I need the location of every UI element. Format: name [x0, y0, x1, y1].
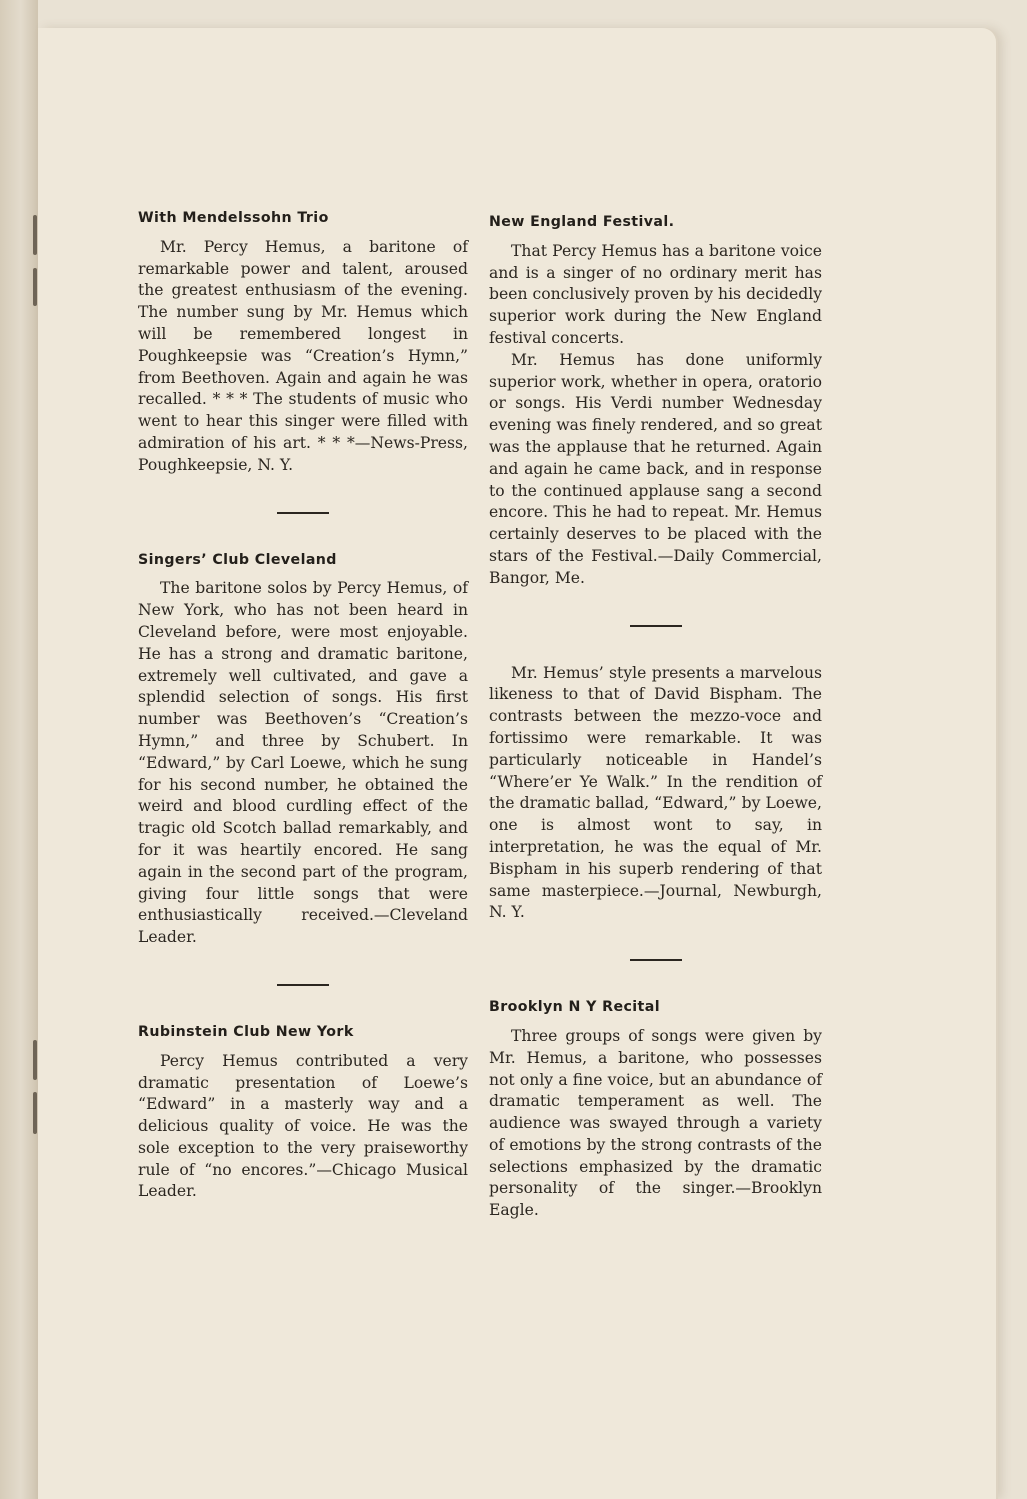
section-heading: New England Festival. [489, 214, 675, 230]
section-divider [630, 625, 682, 627]
review-section [138, 1022, 468, 1203]
section-divider [630, 959, 682, 961]
section-heading: With Mendelssohn Trio [138, 210, 329, 226]
review-section [138, 550, 468, 949]
review-paragraph: Percy Hemus contributed a very dramatic presentation of Loewe’s “Edward” in a masterly way and a delicious quality of voice. He was the sole exception to the very praiseworthy rule of “no encores.”—Chicago Musical Leader. [138, 1051, 468, 1201]
review-section [489, 212, 822, 590]
review-section [138, 208, 468, 477]
left-column [138, 208, 468, 1203]
section-divider [277, 984, 329, 986]
review-paragraph: Mr. Percy Hemus, a baritone of remarkable power and talent, aroused the greatest enthusiasm of the evening. The number sung by Mr. Hemus which will be remembered longest in Poughkeepsie was “Creation’s Hymn,” from Beethoven. Again and again he was recalled. * * * The students of music who went to hear this singer were filled with admiration of his art. * * *—News-Press, Poughkeepsie, N. Y. [138, 237, 468, 474]
section-heading: Singers’ Club Cleveland [138, 551, 337, 568]
review-paragraph: The baritone solos by Percy Hemus, of New York, who has not been heard in Cleveland before, were most enjoyable. He has a strong and dramatic baritone, extremely well cultivated, and gave a splendid selection of songs. His first number was Beethoven’s “Creation’s Hymn,” and three by Schubert. In “Edward,” by Carl Loewe, which he sung for his second number, he obtained the weird and blood curdling effect of the tragic old Scotch ballad remarkably, and for it was heartily encored. He sang again in the second part of the program, giving four little songs that were enthusiastically received.—Cleveland Leader. [138, 579, 468, 947]
review-section [489, 663, 822, 925]
section-divider [277, 512, 329, 514]
review-paragraph: Three groups of songs were given by Mr. Hemus, a baritone, who possesses not only a fine voice, but an abundance of dramatic temperament as well. The audience was swayed through a variety of emotions by the strong contrasts of the selections emphasized by the dramatic personality of the singer.—Brooklyn Eagle. [489, 1026, 822, 1220]
review-section [489, 997, 822, 1222]
section-heading: Brooklyn N Y Recital [489, 999, 660, 1016]
review-paragraph: Mr. Hemus’ style presents a marvelous likeness to that of David Bispham. The contrasts between the mezzo-voce and fortissimo were remarkable. It was particularly noticeable in Handel’s “Where’er Ye Walk.” In the rendition of the dramatic ballad, “Edward,” by Loewe, one is almost wont to say, in interpretation, he was the equal of Mr. Bispham in his superb rendering of that same masterpiece.—Journal, Newburgh, N. Y. [489, 663, 822, 922]
right-column [489, 212, 822, 1222]
staple-mark [33, 1040, 37, 1080]
section-heading: Rubinstein Club New York [138, 1023, 354, 1040]
staple-mark [33, 268, 37, 306]
staple-mark [33, 1092, 37, 1134]
staple-mark [33, 215, 37, 255]
review-paragraph: Mr. Hemus has done uniformly superior work, whether in opera, oratorio or songs. His Verdi number Wednesday evening was finely rendered, and so great was the applause that he returned. Again and again he came back, and in response to the continued applause sang a second encore. This he had to repeat. Mr. Hemus certainly deserves to be placed with the stars of the Festival.—Daily Commercial, Bangor, Me. [489, 350, 822, 587]
review-paragraph: That Percy Hemus has a baritone voice and is a singer of no ordinary merit has been conclusively proven by his decidedly superior work during the New England festival concerts. [489, 241, 822, 347]
